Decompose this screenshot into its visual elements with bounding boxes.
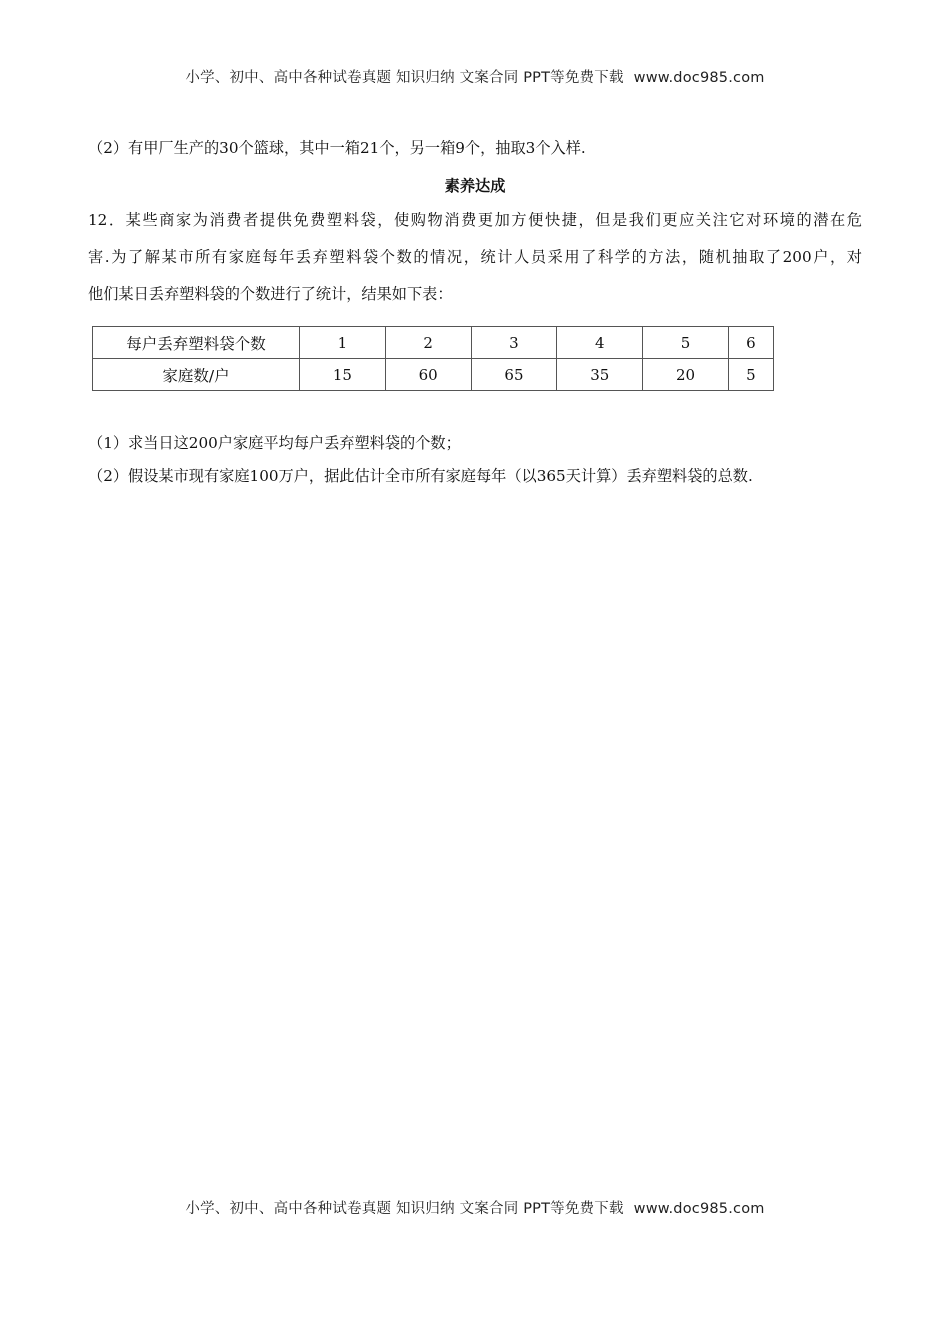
data-table	[92, 326, 774, 391]
table-cell: 1	[300, 327, 386, 359]
table-cell: 35	[557, 359, 643, 391]
table-row-label: 家庭数/户	[93, 359, 300, 391]
section-title: 素养达成	[444, 177, 506, 195]
table-cell: 60	[385, 359, 471, 391]
footer-site-link[interactable]: www.doc985.com	[633, 1201, 765, 1217]
table-row-label: 每户丢弃塑料袋个数	[93, 327, 300, 359]
page-header	[0, 66, 950, 87]
table-cell: 5	[728, 359, 773, 391]
table-cell: 5	[643, 327, 729, 359]
footer-text: 小学、初中、高中各种试卷真题 知识归纳 文案合同 PPT等免费下载	[185, 1201, 624, 1217]
page-footer	[0, 1197, 950, 1218]
problem-line-3: 他们某日丢弃塑料袋的个数进行了统计，结果如下表：	[88, 285, 453, 303]
question-2: （2）假设某市现有家庭100万户，据此估计全市所有家庭每年（以365天计算）丢弃塑料袋的总数.	[88, 467, 753, 485]
problem-line-2: 害.为了解某市所有家庭每年丢弃塑料袋个数的情况，统计人员采用了科学的方法，随机抽取了200户，对	[88, 248, 862, 266]
table-cell: 6	[728, 327, 773, 359]
problem-line-1: 12．某些商家为消费者提供免费塑料袋，使购物消费更加方便快捷，但是我们更应关注它对环境的潜在危	[88, 211, 862, 229]
previous-item-text: （2）有甲厂生产的30个篮球，其中一箱21个，另一箱9个，抽取3个入样.	[88, 139, 586, 157]
table-cell: 4	[557, 327, 643, 359]
question-1: （1）求当日这200户家庭平均每户丢弃塑料袋的个数；	[88, 434, 461, 452]
table-row	[93, 359, 774, 391]
table-cell: 2	[385, 327, 471, 359]
header-site-link[interactable]: www.doc985.com	[633, 70, 765, 86]
header-text: 小学、初中、高中各种试卷真题 知识归纳 文案合同 PPT等免费下载	[185, 70, 624, 86]
table-cell: 20	[643, 359, 729, 391]
table-cell: 65	[471, 359, 557, 391]
table-cell: 3	[471, 327, 557, 359]
table-row	[93, 327, 774, 359]
table-cell: 15	[300, 359, 386, 391]
